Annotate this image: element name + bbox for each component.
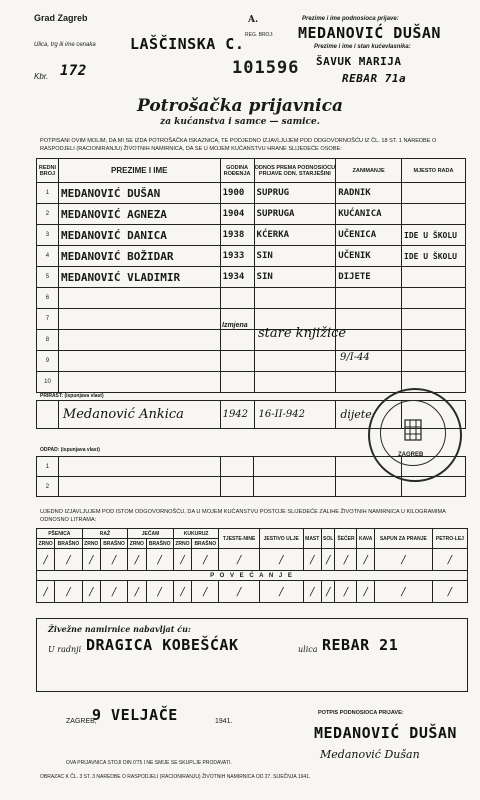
workplace: IDE U ŠKOLU [402, 246, 466, 267]
stock-cell: / [128, 581, 146, 603]
date-value: 9 VELJAČE [92, 706, 178, 724]
stamp-city: ZAGREB [398, 452, 424, 458]
owner-name: ŠAVUK MARIJA [316, 55, 402, 68]
intro-text: POTPISANI OVIM MOLIM, DA MI SE IZDA POTROŠAČKA ISKAZNICA, TE PODJEDNO IZJAVLJUJEM POD ODGOVORNOŠĆU IZ ČL. 18 ST. 1 NAREDBE O RASPODJELI (RACIONIRANJU) ŽIVOTNIH NAMIRNICA, DA SE U MOJEM KUĆANSTVU HRANE SLIJEDEĆE OSOBE: [40, 138, 437, 152]
submitter-value: MEDANOVIĆ DUŠAN [298, 24, 441, 42]
stock-cell: / [259, 581, 303, 603]
stock-cell: / [37, 581, 55, 603]
row-number: 7 [37, 309, 59, 330]
increase-label: P O V E Ć A N J E [37, 571, 468, 581]
stock-cell: / [82, 581, 100, 603]
stock-item: PETRO-LEJ [432, 529, 467, 549]
stock-cell: / [192, 549, 219, 571]
occupation: DIJETE [336, 267, 402, 288]
row-number: 1 [37, 183, 59, 204]
prirast-year: 1942 [220, 401, 254, 429]
row-number: 9 [37, 351, 59, 372]
birth-year: 1900 [220, 183, 254, 204]
street-label: Ulica, trg ili ime cenaka [34, 42, 96, 48]
relation: SIN [254, 246, 336, 267]
stock-group: KUKURUZ [173, 529, 219, 539]
table-row [37, 246, 466, 267]
stock-cell: / [432, 549, 467, 571]
owner-label: Prezime i ime i stan kućevlasnika: [314, 44, 411, 50]
stock-cell: / [173, 549, 191, 571]
shop-label: U radnji [48, 645, 82, 654]
city-name: Grad Zagreb [34, 13, 88, 23]
prirast-date: 16-II-942 [254, 401, 336, 429]
row-number: 10 [37, 372, 59, 393]
stock-group: JEČAM [128, 529, 174, 539]
row-number: 4 [37, 246, 59, 267]
stock-cell: / [335, 581, 357, 603]
stock-cell: / [357, 549, 374, 571]
signature-label: POTPIS PODNOSIOCA PRIJAVE: [318, 710, 404, 716]
relation: SUPRUG [254, 183, 336, 204]
stock-cell: / [55, 549, 82, 571]
place-label: ZAGREB, [66, 718, 97, 725]
stock-item: SAPUN ZA PRANJE [374, 529, 432, 549]
header-number: REDNI BROJ [37, 159, 59, 183]
stock-item: ŠEĆER [335, 529, 357, 549]
supply-label: Živežne namirnice nabavljat ću: [48, 624, 191, 634]
birth-year: 1938 [220, 225, 254, 246]
relation: SIN [254, 267, 336, 288]
occupation: UČENIK [336, 246, 402, 267]
prirast-label: PRIRAST: (ispunjava vlast) [40, 393, 104, 399]
signature-print: MEDANOVIĆ DUŠAN [314, 724, 457, 742]
occupation: UČENICA [336, 225, 402, 246]
workplace [402, 204, 466, 225]
row-number: 1 [37, 457, 59, 477]
change-note: stare knjižice [258, 326, 347, 341]
signature-script: Medanović Dušan [320, 748, 420, 761]
sub-grain: ZRNO [37, 539, 55, 549]
sub-grain: ZRNO [128, 539, 146, 549]
odpad-label: ODPAD: (ispunjava vlast) [40, 447, 100, 453]
occupation: RADNIK [336, 183, 402, 204]
workplace: IDE U ŠKOLU [402, 225, 466, 246]
number-label: Kbr. [34, 72, 49, 81]
stock-cell: / [82, 549, 100, 571]
stock-cell: / [100, 581, 127, 603]
stock-cell: / [432, 581, 467, 603]
form-subtitle: za kućanstva i samce — samice. [160, 117, 320, 127]
sub-flour: BRAŠNO [55, 539, 82, 549]
stock-cell: / [37, 549, 55, 571]
prirast-name: Medanović Ankica [58, 401, 220, 429]
occupation: KUĆANICA [336, 204, 402, 225]
table-row [37, 309, 466, 330]
supply-street-label: ulica [298, 645, 318, 654]
header-relation: ODNOS PREMA PODNOSIOCU PRIJAVE ODN. STARJEŠINI [254, 159, 336, 183]
reg-number: 101596 [232, 58, 300, 78]
form-letter: A. [248, 15, 259, 25]
owner-address: REBAR 71a [342, 72, 407, 85]
relation: SUPRUGA [254, 204, 336, 225]
table-row [37, 225, 466, 246]
birth-year: 1904 [220, 204, 254, 225]
stock-cell: / [219, 581, 259, 603]
stock-cell: / [173, 581, 191, 603]
sub-grain: ZRNO [82, 539, 100, 549]
relation: KĆERKA [254, 225, 336, 246]
sub-flour: BRAŠNO [146, 539, 173, 549]
sub-grain: ZRNO [173, 539, 191, 549]
stock-item: MAST [303, 529, 321, 549]
table-row [37, 330, 466, 351]
person-name: MEDANOVIĆ DANICA [58, 225, 220, 246]
price-note: OVA PRIJAVNICA STOJI DIN 0'75 I NE SMIJE SE SKUPLJE PRODAVATI. [66, 760, 232, 766]
person-name: MEDANOVIĆ DUŠAN [58, 183, 220, 204]
person-name: MEDANOVIĆ VLADIMIR [58, 267, 220, 288]
table-row [37, 351, 466, 372]
stamp-emblem [368, 388, 458, 478]
stock-item: JESTIVO ULJE [259, 529, 303, 549]
sub-flour: BRAŠNO [100, 539, 127, 549]
date-year: 1941. [215, 718, 233, 725]
prirast-occupation: dijete [336, 401, 402, 429]
stock-cell: / [321, 581, 335, 603]
stock-cell: / [303, 581, 321, 603]
stock-group: PŠENICA [37, 529, 83, 539]
reg-label: REG. BROJ: [245, 32, 274, 38]
stocks-table [36, 528, 468, 603]
household-table [36, 158, 466, 393]
table-row [37, 204, 466, 225]
workplace [402, 267, 466, 288]
workplace [402, 183, 466, 204]
birth-year: 1933 [220, 246, 254, 267]
header-name: PREZIME I IME [58, 159, 220, 183]
stock-cell: / [321, 549, 335, 571]
stocks-statement: UJEDNO IZJAVLJUJEM POD ISTOM ODGOVORNOŠĆU, DA U MOJEM KUĆANSTVU POSTOJE SLIJEDEĆE ZALIHE ŽIVOTNIH NAMIRNICA U KILOGRAMIMA ODNOSNO LITRAMA: [40, 509, 446, 523]
row-number: 2 [37, 477, 59, 497]
stock-cell: / [100, 549, 127, 571]
stock-cell: / [259, 549, 303, 571]
row-number: 6 [37, 288, 59, 309]
table-row [37, 267, 466, 288]
row-number: 8 [37, 330, 59, 351]
stock-cell: / [146, 549, 173, 571]
street-value: LAŠČINSKA C. [130, 35, 245, 53]
person-name: MEDANOVIĆ BOŽIDAR [58, 246, 220, 267]
change-label: Izmjena [222, 322, 248, 329]
stock-cell: / [335, 549, 357, 571]
stock-cell: / [128, 549, 146, 571]
row-number: 2 [37, 204, 59, 225]
sub-flour: BRAŠNO [192, 539, 219, 549]
stock-group: RAŽ [82, 529, 128, 539]
stock-cell: / [192, 581, 219, 603]
row-number: 5 [37, 267, 59, 288]
table-row [37, 183, 466, 204]
person-name: MEDANOVIĆ AGNEZA [58, 204, 220, 225]
stock-cell: / [219, 549, 259, 571]
table-row [37, 288, 466, 309]
stock-cell: / [303, 549, 321, 571]
stock-cell: / [374, 549, 432, 571]
stock-cell: / [146, 581, 173, 603]
change-date: 9/I-44 [340, 352, 370, 363]
stock-row [37, 549, 468, 571]
submitter-label: Prezime i ime podnosioca prijave: [302, 16, 399, 22]
stock-cell: / [374, 581, 432, 603]
row-number: 3 [37, 225, 59, 246]
stock-item: KAVA [357, 529, 374, 549]
form-title: Potrošačka prijavnica [137, 96, 343, 116]
number-value: 172 [60, 63, 87, 79]
stock-item: TJESTE-NINE [219, 529, 259, 549]
header-workplace: MJESTO RADA [402, 159, 466, 183]
form-note: OBRAZAC K ČL. 3 ST. 3 NAREDBE O RASPODJELI (RACIONIRANJU) ŽIVOTNIH NAMIRNICA OD 27. SIJEČNJA 1941. [40, 774, 311, 780]
header-year: GODINA ROĐENJA [220, 159, 254, 183]
shop-value: DRAGICA KOBEŠĆAK [86, 636, 239, 654]
stock-cell: / [357, 581, 374, 603]
header-occupation: ZANIMANJE [336, 159, 402, 183]
supply-street-value: REBAR 21 [322, 636, 399, 654]
birth-year: 1934 [220, 267, 254, 288]
stock-item: SOL [321, 529, 335, 549]
stock-row [37, 581, 468, 603]
stock-cell: / [55, 581, 82, 603]
